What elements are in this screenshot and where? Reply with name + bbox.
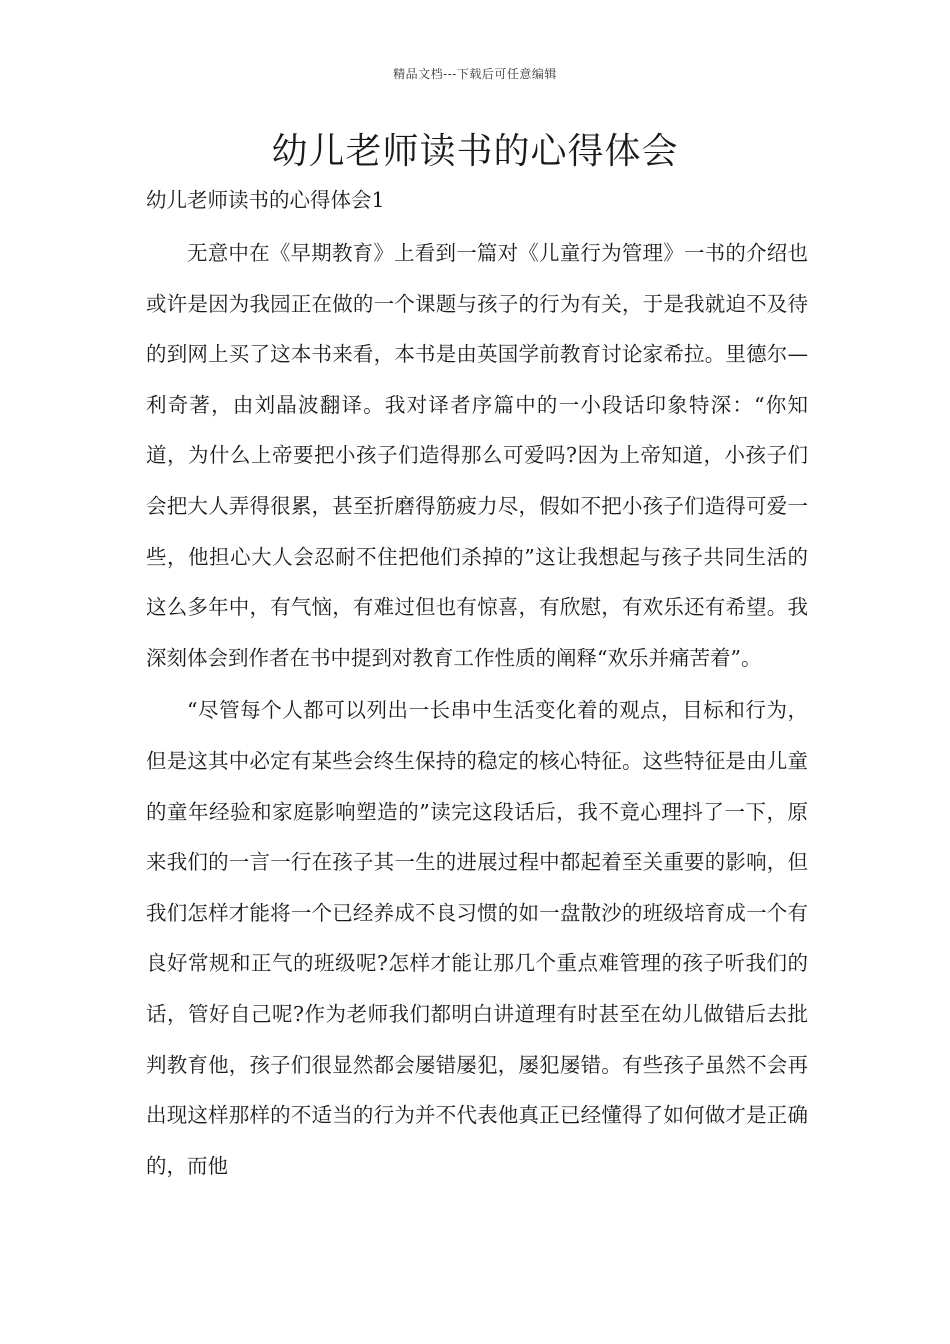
paragraph-1: 无意中在《早期教育》上看到一篇对《儿童行为管理》一书的介绍也或许是因为我园正在做的一个课题与孩子的行为有关，于是我就迫不及待的到网上买了这本书来看，本书是由英国学前教育讨论家希拉。里德尔—利奇著，由刘晶波翻译。我对译者序篇中的一小段话印象特深：“你知道，为什么上帝要把小孩子们造得那么可爱吗?因为上帝知道，小孩子们会把大人弄得很累，甚至折磨得筋疲力尽，假如不把小孩子们造得可爱一些，他担心大人会忍耐不住把他们杀掉的”这让我想起与孩子共同生活的这么多年中，有气恼，有难过但也有惊喜，有欣慰，有欢乐还有希望。我深刻体会到作者在书中提到对教育工作性质的阐释“欢乐并痛苦着”。	[146, 241, 808, 670]
document-title: 幼儿老师读书的心得体会	[271, 131, 679, 172]
document-body	[146, 228, 808, 1193]
section-heading: 幼儿老师读书的心得体会1	[146, 188, 385, 212]
paragraph-2: “尽管每个人都可以列出一长串中生活变化着的观点，目标和行为，但是这其中必定有某些会终生保持的稳定的核心特征。这些特征是由儿童的童年经验和家庭影响塑造的”读完这段话后，我不竟心理抖了一下，原来我们的一言一行在孩子其一生的进展过程中都起着至关重要的影响，但我们怎样才能将一个已经养成不良习惯的如一盘散沙的班级培育成一个有良好常规和正气的班级呢?怎样才能让那几个重点难管理的孩子听我们的话，管好自己呢?作为老师我们都明白讲道理有时甚至在幼儿做错后去批判教育他，孩子们很显然都会屡错屡犯，屡犯屡错。有些孩子虽然不会再出现这样那样的不适当的行为并不代表他真正已经懂得了如何做才是正确的，而他	[146, 698, 808, 1178]
header-note: 精品文档---下载后可任意编辑	[393, 67, 557, 81]
